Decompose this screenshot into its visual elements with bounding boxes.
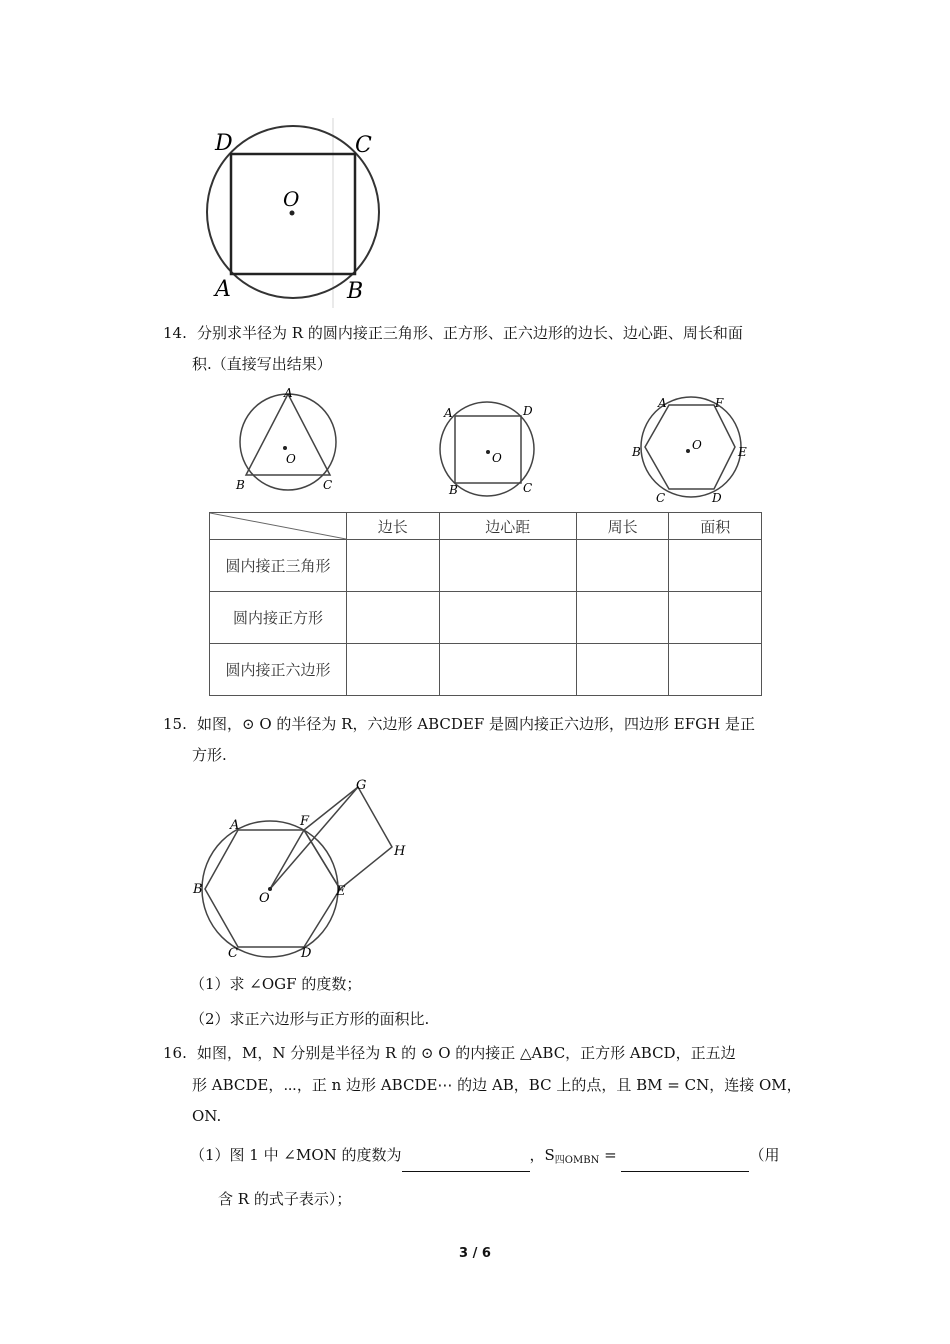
- hex2-label-c: C: [228, 946, 238, 961]
- table-header: 周长: [576, 513, 669, 540]
- tri-label-b: B: [236, 478, 245, 492]
- q16-subquestion-1: [190, 1144, 779, 1172]
- q16-subquestion-1-line2: 含 R 的式子表示）；: [218, 1190, 352, 1208]
- q15-number: 15.: [163, 715, 187, 733]
- answer-cell[interactable]: [439, 592, 576, 644]
- hex-label-e: E: [738, 445, 747, 459]
- q15-subquestion-1: （1）求 ∠OGF 的度数；: [190, 975, 362, 993]
- answer-cell[interactable]: [347, 540, 440, 592]
- hex-label-b: B: [632, 445, 641, 459]
- hex2-label-a: A: [230, 818, 240, 833]
- page-number: 3 / 6: [459, 1246, 491, 1261]
- sq-label-a: A: [444, 406, 453, 420]
- q16-text-line1: 如图，M，N 分别是半径为 R 的 ⊙ O 的内接正 △ABC，正方形 ABCD，正五边: [197, 1044, 736, 1062]
- q14-text-line1: 分别求半径为 R 的圆内接正三角形、正方形、正六边形的边长、边心距、周长和面: [197, 324, 743, 342]
- label-d: D: [215, 131, 233, 156]
- figure-hexagon-square: [190, 775, 420, 965]
- hex2-label-b: B: [193, 882, 203, 897]
- q16-text-line2: 形 ABCDE，⋯，正 n 边形 ABCDE⋯ 的边 AB，BC 上的点，且 BM = CN，连接 OM，: [192, 1076, 802, 1094]
- sq-label-b: B: [449, 483, 458, 497]
- hex2-label-o: O: [259, 891, 270, 906]
- hex2-label-e: E: [336, 884, 346, 899]
- tri-label-c: C: [323, 478, 333, 492]
- q16-sub1-tail: （用: [749, 1146, 780, 1164]
- figure-three-polygons: [195, 385, 765, 507]
- hex2-label-d: D: [301, 946, 312, 961]
- q14-number: 14.: [163, 324, 187, 342]
- q15-text-line2: 方形.: [192, 746, 227, 764]
- table-header: 面积: [669, 513, 762, 540]
- figure-circle-square: [195, 118, 385, 308]
- tri-label-a: A: [284, 386, 293, 400]
- q14-text-line2: 积.（直接写出结果）: [192, 355, 332, 373]
- answer-cell[interactable]: [669, 644, 762, 696]
- answer-cell[interactable]: [439, 540, 576, 592]
- table-row: [210, 592, 762, 644]
- q16-number: 16.: [163, 1044, 187, 1062]
- q15-text-line1: 如图，⊙ O 的半径为 R，六边形 ABCDEF 是圆内接正六边形，四边形 EFGH 是正: [197, 715, 755, 733]
- label-c: C: [355, 133, 372, 158]
- answer-cell[interactable]: [347, 592, 440, 644]
- label-b: B: [347, 279, 364, 304]
- hex-label-a: A: [658, 396, 667, 410]
- hex2-label-g: G: [356, 778, 367, 793]
- row-label: 圆内接正方形: [210, 592, 347, 644]
- table-header-row: [210, 513, 762, 540]
- answer-cell[interactable]: [669, 592, 762, 644]
- sq-label-d: D: [523, 404, 533, 418]
- hex-label-d: D: [712, 491, 722, 505]
- q16-sub1-text: （1）图 1 中 ∠MON 的度数为: [190, 1146, 402, 1164]
- tri-label-o: O: [286, 452, 296, 466]
- hex-label-o: O: [692, 438, 702, 452]
- diagonal-line: [210, 513, 346, 539]
- answer-cell[interactable]: [439, 644, 576, 696]
- q16-sub1-s: ，S: [529, 1146, 555, 1164]
- q16-text-line3: ON.: [192, 1107, 222, 1125]
- answer-cell[interactable]: [576, 592, 669, 644]
- hex2-label-h: H: [394, 844, 406, 859]
- polygon-table: [209, 512, 762, 696]
- row-label: 圆内接正三角形: [210, 540, 347, 592]
- table-row: [210, 540, 762, 592]
- table-header: 边长: [347, 513, 440, 540]
- q15-subquestion-2: （2）求正六边形与正方形的面积比.: [190, 1010, 430, 1028]
- label-a: A: [215, 277, 231, 302]
- sq-label-o: O: [492, 451, 502, 465]
- answer-blank-angle[interactable]: [402, 1155, 530, 1172]
- answer-cell[interactable]: [347, 644, 440, 696]
- answer-cell[interactable]: [669, 540, 762, 592]
- q16-sub1-subscript: 四OMBN: [554, 1155, 600, 1166]
- hex-label-c: C: [656, 491, 666, 505]
- answer-cell[interactable]: [576, 540, 669, 592]
- row-label: 圆内接正六边形: [210, 644, 347, 696]
- answer-cell[interactable]: [576, 644, 669, 696]
- table-header: 边心距: [439, 513, 576, 540]
- hex-label-f: F: [715, 396, 724, 410]
- table-row: [210, 644, 762, 696]
- q16-sub1-equals: =: [599, 1146, 622, 1164]
- answer-blank-area[interactable]: [621, 1155, 749, 1172]
- sq-label-c: C: [523, 481, 533, 495]
- hex2-label-f: F: [300, 814, 310, 829]
- table-corner-cell: [210, 513, 347, 540]
- label-o: O: [283, 187, 300, 211]
